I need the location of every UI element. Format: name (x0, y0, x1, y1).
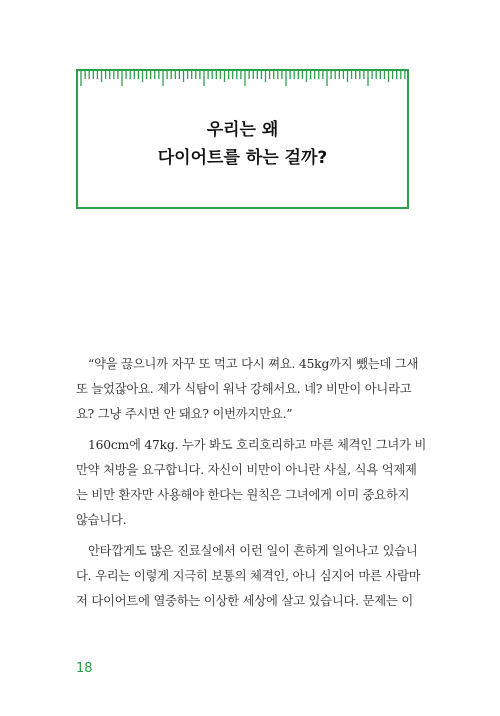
paragraph-3 (76, 539, 421, 614)
paragraph-2-line-1: 160cm에 47kg. 누가 봐도 호리호리하고 마른 체격인 그녀가 비 (88, 438, 427, 452)
body-text (76, 352, 427, 614)
paragraph-1 (76, 352, 419, 427)
paragraph-3-line-1: 안타깝게도 많은 진료실에서 이런 일이 흔하게 일어나고 있습니 (88, 544, 418, 558)
paragraph-2-line-4: 않습니다. (76, 513, 127, 527)
paragraph-2 (76, 433, 427, 533)
paragraph-1-line-1: “약을 끊으니까 자꾸 또 먹고 다시 쪄요. 45kg까지 뺐는데 그새 (88, 357, 419, 371)
chapter-title-line-1: 우리는 왜 (206, 120, 279, 140)
chapter-title-box (76, 69, 409, 209)
paragraph-1-line-2: 또 늘었잖아요. 제가 식탐이 워낙 강해서요. 네? 비만이 아니라고 (76, 382, 412, 396)
ruler-ticks (78, 71, 407, 91)
chapter-title (78, 116, 407, 172)
paragraph-3-line-2: 다. 우리는 이렇게 지극히 보통의 체격인, 아니 심지어 마른 사람마 (76, 569, 421, 583)
paragraph-2-line-3: 는 비만 환자만 사용해야 한다는 원칙은 그녀에게 이미 중요하지 (76, 488, 410, 502)
chapter-title-line-2: 다이어트를 하는 걸까? (157, 148, 328, 168)
paragraph-2-line-2: 만약 처방을 요구합니다. 자신이 비만이 아니란 사실, 식욕 억제제 (76, 463, 417, 477)
page-number: 18 (76, 661, 93, 676)
paragraph-3-line-3: 저 다이어트에 열중하는 이상한 세상에 살고 있습니다. 문제는 이 (76, 594, 414, 608)
paragraph-1-line-3: 요? 그냥 주시면 안 돼요? 이번까지만요.” (76, 407, 293, 421)
